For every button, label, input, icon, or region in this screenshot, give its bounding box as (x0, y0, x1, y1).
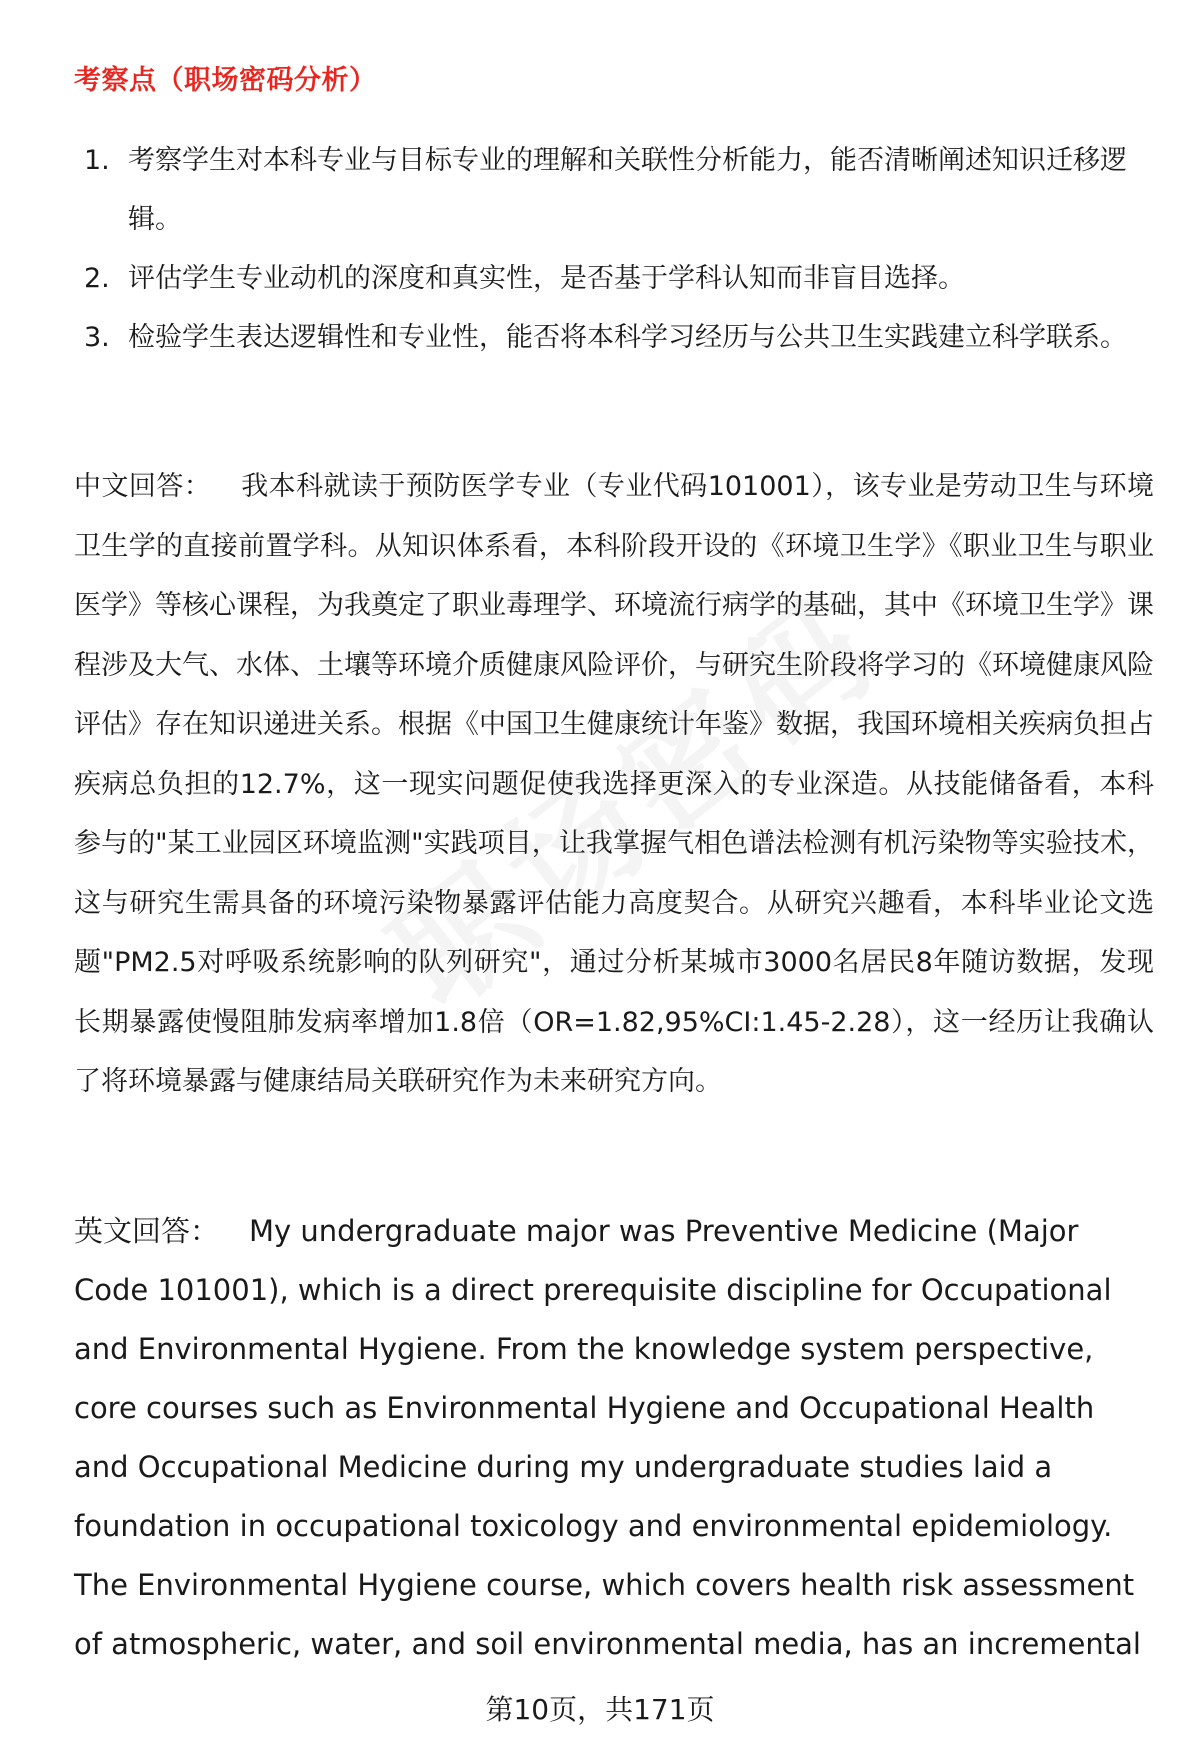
english-answer-label: 英文回答： (74, 1214, 220, 1248)
list-item-number: 2. (84, 263, 110, 294)
chinese-answer-paragraph (74, 457, 1154, 1112)
page-number-footer: 第10页，共171页 (485, 1693, 715, 1726)
chinese-answer-text: 我本科就读于预防医学专业（专业代码101001），该专业是劳动卫生与环境卫生学的直接前置学科。从知识体系看，本科阶段开设的《环境卫生学》《职业卫生与职业医学》等核心课程，为我奠定了职业毒理学、环境流行病学的基础，其中《环境卫生学》课程涉及大气、水体、土壤等环境介质健康风险评价，与研究生阶段将学习的《环境健康风险评估》存在知识递进关系。根据《中国卫生健康统计年鉴》数据，我国环境相关疾病负担占疾病总负担的12.7%，这一现实问题促使我选择更深入的专业深造。从技能储备看，本科参与的"某工业园区环境监测"实践项目，让我掌握气相色谱法检测有机污染物等实验技术，这与研究生需具备的环境污染物暴露评估能力高度契合。从研究兴趣看，本科毕业论文选题"PM2.5对呼吸系统影响的队列研究"，通过分析某城市3000名居民8年随访数据，发现长期暴露使慢阻肺发病率增加1.8倍（OR=1.82,95%CI:1.45-2.28），这一经历让我确认了将环境暴露与健康结局关联研究作为未来研究方向。 (74, 471, 1154, 1097)
list-item-number: 3. (84, 322, 110, 353)
list-item-text: 考察学生对本科专业与目标专业的理解和关联性分析能力，能否清晰阐述知识迁移逻辑。 (128, 145, 1127, 235)
list-item-text: 评估学生专业动机的深度和真实性，是否基于学科认知而非盲目选择。 (128, 263, 965, 294)
section-heading: 考察点（职场密码分析） (74, 65, 377, 96)
list-item-number: 1. (84, 145, 110, 176)
list-item (74, 131, 1149, 249)
english-answer-paragraph (74, 1202, 1154, 1674)
list-item (74, 249, 1149, 308)
evaluation-points-list (74, 131, 1149, 367)
list-item (74, 308, 1149, 367)
chinese-answer-label: 中文回答： (74, 471, 212, 502)
english-answer-text: My undergraduate major was Preventive Medicine (Major Code 101001), which is a direct prerequisite discipline for Occupational and Environmental Hygiene. From the knowledge system perspective, core courses such as Environmental Hygiene and Occupational Health and Occupational Medicine during my undergraduate studies laid a foundation in occupational toxicology and environmental epidemiology. The Environmental Hygiene course, which covers health risk assessment of atmospheric, water, and soil environmental media, has an incremental (74, 1214, 1141, 1661)
list-item-text: 检验学生表达逻辑性和专业性，能否将本科学习经历与公共卫生实践建立科学联系。 (128, 322, 1127, 353)
